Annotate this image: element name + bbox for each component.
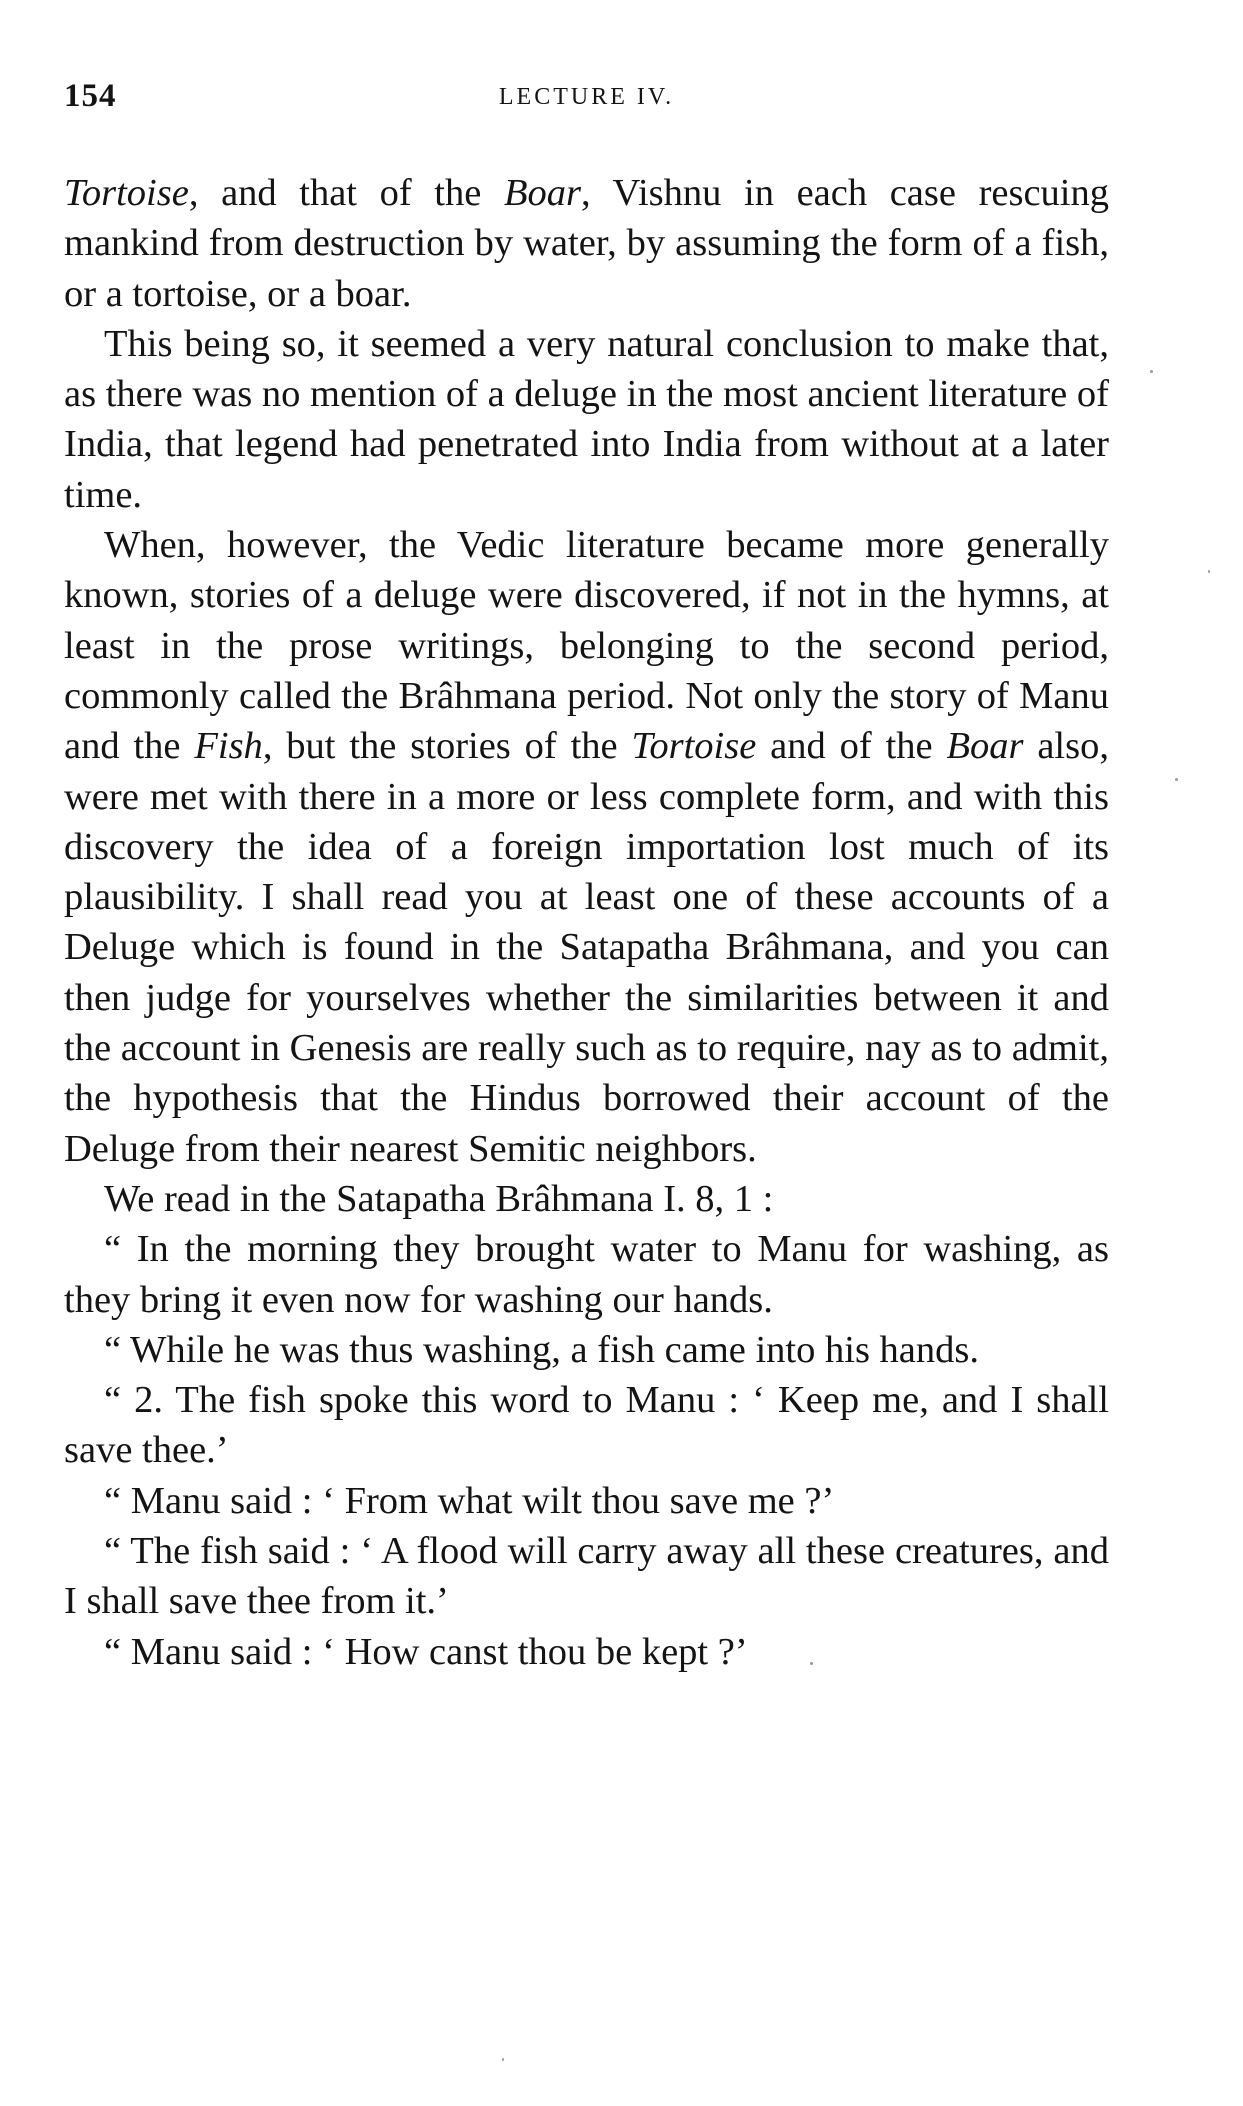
paper-speck <box>1175 778 1178 781</box>
italic-term: Tortoise <box>64 172 189 214</box>
text-run: also, were met with there in a more or less complete form, and with this discovery the idea of a foreign importation lost much of its plausibility. I shall read you at least one of these accounts of a Deluge which is found in the Satapatha Brâhmana, and you can then judge for yourselves whether the similarities between it and the account in Genesis are really such as to require, nay as to admit, the hypothesis that the Hindus borrowed their account of the Deluge from their nearest Semitic neighbors. <box>64 725 1109 1170</box>
italic-term: Tortoise <box>631 725 757 768</box>
running-head: LECTURE IV. <box>498 84 675 110</box>
paragraph <box>64 1224 1109 1325</box>
text-run: , but the stories of the <box>262 725 632 768</box>
paragraph <box>64 168 1109 319</box>
text-run: , and that of the <box>188 172 504 214</box>
paper-speck <box>810 1662 813 1665</box>
text-run: “ Manu said : ‘ How canst thou be kept ?’ <box>104 1630 748 1673</box>
italic-term: Boar <box>946 725 1024 768</box>
paragraph <box>64 1627 1109 1677</box>
text-run: “ In the morning they brought water to Manu for washing, as they bring it even now for washing our hands. <box>64 1228 1109 1321</box>
text-run: and of the <box>756 725 947 768</box>
text-run: “ The fish said : ‘ A flood will carry away all these creatures, and I shall save thee from it.’ <box>64 1530 1109 1623</box>
italic-term: Boar <box>503 172 581 214</box>
paper-speck <box>502 2058 504 2061</box>
paragraph <box>64 520 1109 1174</box>
text-run: “ 2. The fish spoke this word to Manu : ‘ Keep me, and I shall save thee.’ <box>64 1379 1109 1472</box>
paragraph <box>64 1174 1109 1224</box>
paragraph <box>64 319 1109 520</box>
text-run: When, however, the Vedic literature became more generally known, stories of a deluge were discovered, if not in the hymns, at least in the prose writings, belonging to the second period, commonly called the Brâhmana period. Not only the story of Manu and the <box>64 524 1109 768</box>
paragraph <box>64 1526 1109 1627</box>
paper-speck <box>1208 570 1210 573</box>
page-header <box>64 78 1109 122</box>
text-run: “ Manu said : ‘ From what wilt thou save me ?’ <box>104 1479 835 1522</box>
paragraph <box>64 1476 1109 1526</box>
paragraph <box>64 1325 1109 1375</box>
text-run: , Vishnu in each case rescuing mankind from destruction by water, by assuming the form of a fish, or a tortoise, or a boar. <box>64 172 1109 315</box>
text-run: This being so, it seemed a very natural conclusion to make that, as there was no mention of a deluge in the most ancient literature of India, that legend had penetrated into India from without at a later time. <box>64 322 1109 516</box>
paper-speck <box>1150 370 1153 373</box>
body-text <box>64 168 1109 1677</box>
text-run: “ While he was thus washing, a fish came into his hands. <box>104 1328 979 1371</box>
page-number: 154 <box>64 78 117 114</box>
paragraph <box>64 1375 1109 1476</box>
italic-term: Fish <box>194 725 263 768</box>
text-run: We read in the Satapatha Brâhmana I. 8, 1 : <box>104 1177 774 1220</box>
